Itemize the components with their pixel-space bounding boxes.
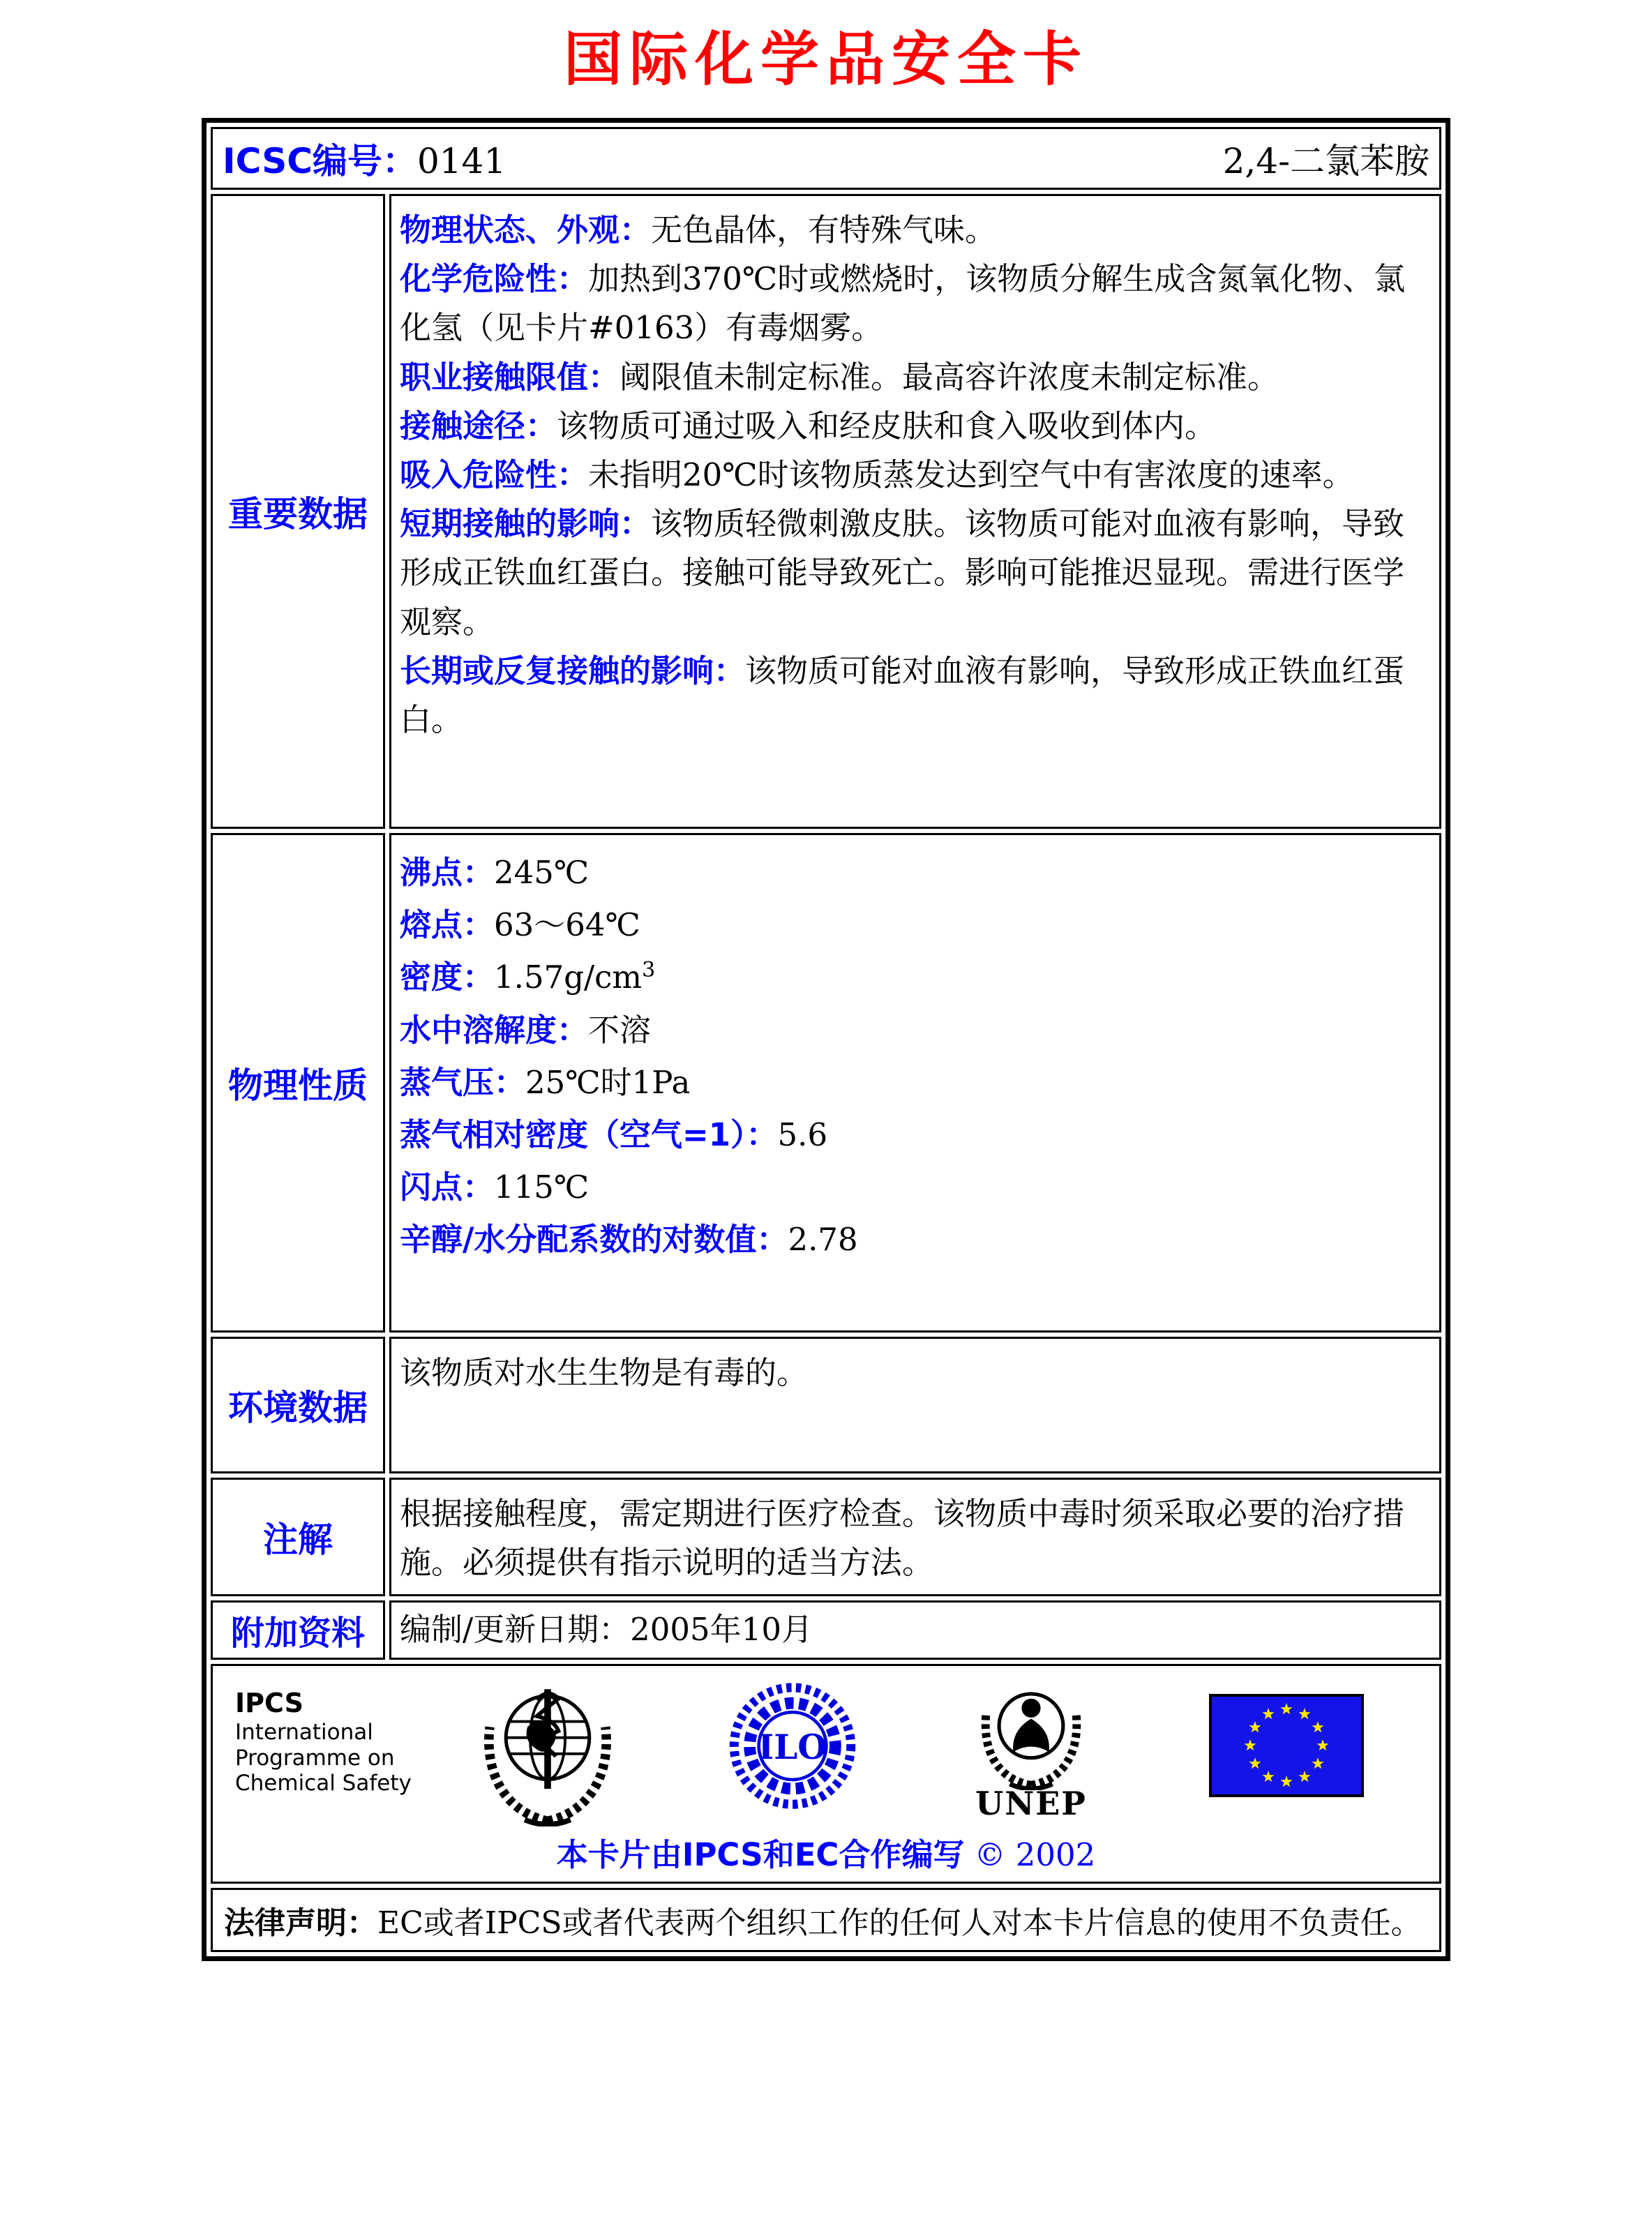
item-superscript: 3 [642, 958, 656, 983]
item-text: 不溶 [588, 1011, 652, 1049]
ipcs-text-block [235, 1687, 412, 1796]
section-content-physical-properties [389, 833, 1441, 1333]
ipcs-line2: Programme on [235, 1745, 395, 1771]
item-text: 5.6 [777, 1116, 828, 1153]
ilo-logo-text: ILO [758, 1727, 827, 1767]
caption-copyright: © 2002 [974, 1836, 1096, 1873]
item-label: 接触途径： [400, 407, 557, 444]
physical-item [400, 848, 1425, 897]
important-item [400, 353, 1425, 402]
item-label: 水中溶解度： [400, 1011, 589, 1049]
ilo-logo-icon [728, 1676, 857, 1829]
environmental-text: 该物质对水生生物是有毒的。 [400, 1354, 809, 1391]
important-item [400, 402, 1425, 451]
item-text: 无色晶体，有特殊气味。 [651, 211, 997, 248]
item-label: 长期或反复接触的影响： [400, 652, 746, 689]
ipcs-line3: Chemical Safety [235, 1771, 412, 1796]
item-label: 密度： [400, 959, 495, 996]
item-text: 该物质可能对血液有影响，导致形成正铁血红蛋白。 [400, 652, 1405, 738]
item-text: 245℃ [494, 854, 590, 891]
ipcs-acronym: IPCS [235, 1687, 303, 1718]
icsc-card-table [202, 118, 1450, 1961]
item-label: 化学危险性： [400, 260, 589, 298]
caption-text: 本卡片由IPCS和EC合作编写 [556, 1836, 965, 1873]
item-text: 加热到370℃时或燃烧时，该物质分解生成含氮氧化物、氯化氢（见卡片#0163）有毒烟雾。 [400, 260, 1406, 347]
item-label: 短期接触的影响： [400, 505, 652, 543]
physical-item [400, 1006, 1425, 1055]
important-item [400, 451, 1425, 500]
item-text: 63～64℃ [494, 906, 640, 944]
physical-item [400, 1058, 1425, 1107]
item-text: 该物质轻微刺激皮肤。该物质可能对血液有影响，导致形成正铁血红蛋白。接触可能导致死亡。影响可能推迟显现。需进行医学观察。 [400, 505, 1405, 640]
card-header-row [211, 127, 1441, 190]
item-text: 25℃时1Pa [525, 1063, 691, 1101]
icsc-number-label: ICSC编号： [223, 141, 417, 181]
item-label: 沸点： [400, 854, 495, 891]
who-logo-icon [479, 1676, 616, 1829]
important-item [400, 255, 1425, 352]
item-text: 阈限值未制定标准。最高容许浓度未制定标准。 [620, 358, 1279, 396]
legal-notice-text: EC或者IPCS或者代表两个组织工作的任何人对本卡片信息的使用不负责任。 [377, 1905, 1422, 1941]
legal-notice-label: 法律声明： [224, 1905, 377, 1941]
item-label: 蒸气压： [400, 1063, 526, 1101]
unep-logo-text: UNEP [975, 1784, 1087, 1822]
eu-flag-icon [1209, 1694, 1364, 1800]
item-label: 熔点： [400, 906, 495, 944]
chemical-name: 2,4-二氯苯胺 [1222, 141, 1429, 181]
additional-info-text: 编制/更新日期：2005年10月 [400, 1611, 813, 1649]
unep-logo-icon [972, 1676, 1090, 1790]
item-text: 1.57g/cm [494, 959, 643, 996]
section-label-important-data: 重要数据 [211, 194, 385, 829]
physical-item [400, 1111, 1425, 1160]
item-label: 蒸气相对密度（空气=1）： [400, 1116, 778, 1153]
item-label: 物理状态、外观： [400, 211, 652, 248]
section-label-environmental-data: 环境数据 [211, 1337, 385, 1473]
logos-row [211, 1664, 1441, 1884]
item-label: 职业接触限值： [400, 358, 620, 396]
physical-item [400, 901, 1425, 950]
ipcs-line1: International [235, 1720, 373, 1746]
physical-item [400, 1163, 1425, 1212]
important-item [400, 500, 1425, 647]
section-content-notes [389, 1478, 1441, 1596]
item-text: 115℃ [494, 1169, 590, 1206]
icsc-number-group [223, 133, 506, 183]
section-content-important-data [389, 194, 1441, 829]
section-label-additional-info: 附加资料 [211, 1600, 385, 1659]
legal-notice-row [211, 1888, 1441, 1952]
card-caption [227, 1829, 1425, 1875]
unep-logo [972, 1676, 1090, 1822]
important-item [400, 647, 1425, 744]
page-title: 国际化学品安全卡 [563, 25, 1088, 93]
item-label: 闪点： [400, 1169, 495, 1206]
item-text: 2.78 [788, 1221, 858, 1259]
section-content-environmental-data [389, 1337, 1441, 1473]
logos-strip [227, 1676, 1425, 1828]
section-label-physical-properties: 物理性质 [211, 833, 385, 1333]
notes-text: 根据接触程度，需定期进行医疗检查。该物质中毒时须采取必要的治疗措施。必须提供有指示说明的适当方法。 [400, 1495, 1405, 1582]
icsc-document-page [0, 13, 1652, 2236]
important-item [400, 206, 1425, 255]
item-label: 辛醇/水分配系数的对数值： [400, 1221, 788, 1259]
item-text: 未指明20℃时该物质蒸发达到空气中有害浓度的速率。 [588, 456, 1354, 493]
section-label-notes: 注解 [211, 1478, 385, 1596]
item-text: 该物质可通过吸入和经皮肤和食入吸收到体内。 [557, 407, 1217, 444]
item-label: 吸入危险性： [400, 456, 589, 493]
section-content-additional-info [389, 1600, 1441, 1659]
icsc-number-value: 0141 [416, 141, 506, 181]
physical-item [400, 953, 1425, 1002]
physical-item [400, 1215, 1425, 1264]
